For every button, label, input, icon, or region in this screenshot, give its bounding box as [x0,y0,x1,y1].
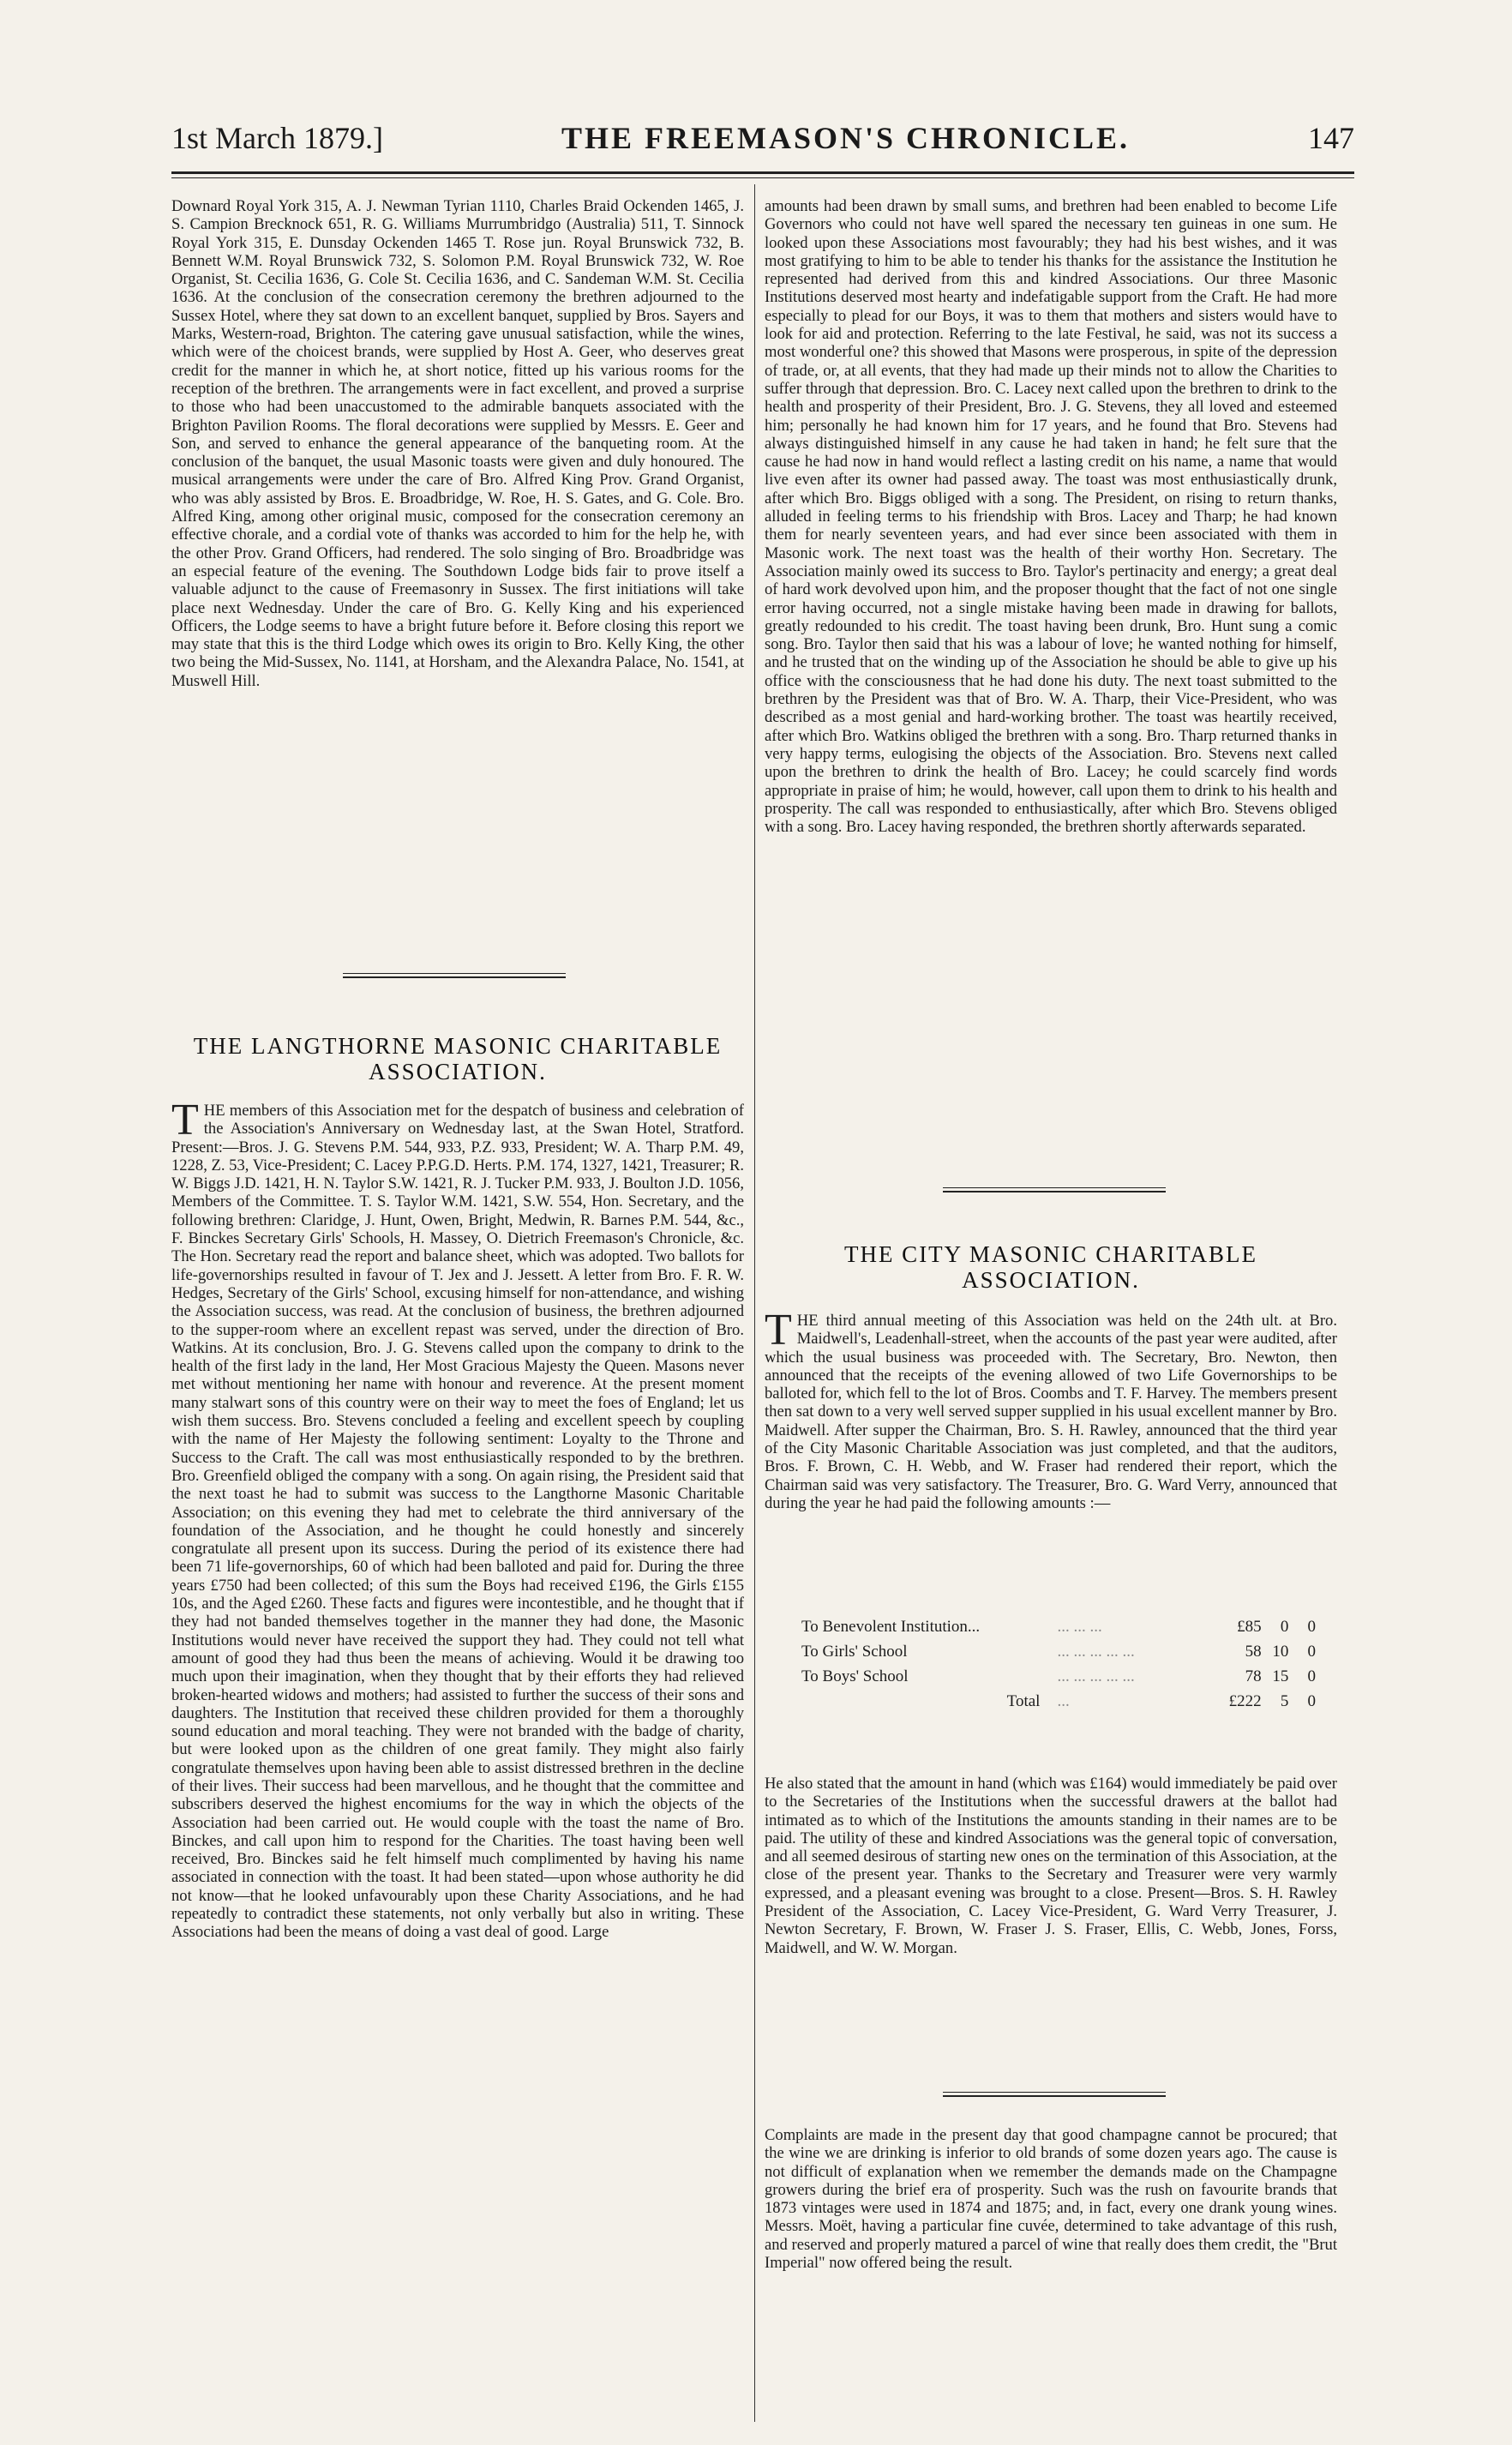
dropcap: T [171,1096,199,1144]
accounts-table-wrap [801,1614,1316,1714]
langthorne-heading-line2: ASSOCIATION. [369,1059,547,1084]
left-column-continuation [171,197,744,690]
accounts-table [801,1614,1316,1714]
account-shillings: 15 [1272,1667,1289,1685]
langthorne-heading [171,1033,744,1084]
city-heading [765,1241,1337,1293]
account-pounds: 78 [1245,1667,1262,1685]
account-pounds: £85 [1237,1617,1262,1636]
city-heading-line1: THE CITY MASONIC CHARITABLE [843,1241,1258,1267]
account-label: To Girls' School [801,1642,908,1661]
dropcap: T [765,1306,792,1355]
issue-date: 1st March 1879.] [171,121,383,155]
header-rule [171,171,1354,174]
account-label: To Boys' School [801,1667,909,1685]
page-number: 147 [1308,121,1354,155]
section-separator [343,973,566,978]
header-rule-thin [171,177,1354,178]
leader-dots: ... [1057,1691,1070,1710]
langthorne-article-text: HE members of this Association met for the despatch of business and celebration of the Association's Anniversary on Wednesday last, at the Swan Hotel, Stratford. Present:—Bros. J. G. Stevens P.M. 544, 933, P.Z. 933, President; W. A. Tharp P.M. 49, 1228, Z. 53, Vice-President; C. Lacey P.P.G.D. Herts. P.M. 174, 1327, 1421, Treasurer; R. W. Biggs J.D. 1421, H. N. Taylor S.W. 1421, R. J. Tucker P.M. 933, J. Boulton J.D. 1056, Members of the Committee. T. S. Taylor W.M. 1421, S.W. 554, Hon. Secretary, and the following brethren: Claridge, J. Hunt, Owen, Bright, Medwin, R. Barnes P.M. 544, &c., F. Binckes Secretary Girls' Schools, H. Massey, O. Dietrich Freemason's Chronicle, &c. The Hon. Secretary read the report and balance sheet, which was adopted. Two ballots for life-governorships resulted in favour of T. Jex and J. Jessett. A letter from Bro. F. R. W. Hedges, Secretary of the Girls' School, excusing himself for non-attendance, and wishing the Association success, was read. At the conclusion of business, the brethren adjourned to the supper-room where an excellent repast was served, under the direction of Bro. Watkins. At its conclusion, Bro. J. G. Stevens called upon the company to drink to the health of the first lady in the land, Her Most Gracious Majesty the Queen. Masons never met without mentioning her name with honour and reverence. At the present moment many stalwart sons of this country were on their way to meet the foes of England; let us wish them success. Bro. Stevens concluded a feeling and excellent speech by coupling with the name of Her Majesty the following sentiment: Loyalty to the Throne and Success to the Craft. The call was most enthusiastically responded to by the brethren. Bro. Greenfield obliged the company with a song. On again rising, the President said that the next toast he had to submit was success to the Langthorne Masonic Charitable Association; on this evening they had met to celebrate the third anniversary of the foundation of the Association, and he thought he could honestly and sincerely congratulate all present upon its success. During the period of its existence there had been 71 life-governorships, 60 of which had been balloted and paid for. During the three years £750 had been collected; of this sum the Boys had received £196, the Girls £155 10s, and the Aged £260. These facts and figures were incontestible, and he thought that if they had not banded themselves together in the manner they had done, the Masonic Institutions would never have received the support they had. They could not tell what amount of good they had thus been the means of achieving. Would it be drawing too much upon their imagination, when they thought that by their efforts they had relieved broken-hearted widows and mothers; had assisted to further the success of their sons and daughters. The Institution that received these children provided for them a thoroughly sound education and moral teaching. They were not branded with the badge of charity, but were looked upon as the children of one great family. They might also fairly congratulate themselves upon having been able to assist distressed brethren in the decline of their lives. Their success had been marvellous, and he thought that the committee and subscribers deserved the highest encomiums for the way in which the objects of the Association had been carried out. He would couple with the toast the name of Bro. Binckes, and call upon him to respond for the Charities. The toast having been well received, Bro. Binckes said he felt himself much complimented by having his name associated in connection with the toast. It had been stated—upon whose authority he did not know—that he looked unfavourably upon these Charity Associations, and he had repeatedly to contradict these statements, not only verbally but also in writing. These Associations had been the means of doing a vast deal of good. Large [171,1102,745,1942]
leader-dots: ... ... ... [1057,1617,1102,1636]
langthorne-article [171,1096,745,1942]
masthead-title: THE FREEMASON'S CHRONICLE. [561,121,1131,155]
right-column-continuation [765,197,1337,836]
leader-dots: ... ... ... ... ... [1057,1642,1135,1661]
city-article-text: HE third annual meeting of this Association was held on the 24th ult. at Bro. Maidwell's, Leadenhall-street, when the accounts of the past year were audited, after which the usual business was proceeded with. The Secretary, Bro. Newton, then announced that the receipts of the evening allowed of two Life Governorships to be balloted for, which fell to the lot of Bros. Coombs and T. F. Harvey. The members present then sat down to a very well served supper supplied in his usual excellent manner by Bro. Maidwell. After supper the Chairman, Bro. S. H. Rawley, announced that the third year of the City Masonic Charitable Association was just completed, and that the auditors, Bros. F. Brown, C. H. Webb, and W. Fraser had rendered their report, which the Chairman said was very satisfactory. The Treasurer, Bro. G. Ward Verry, announced that during the year he had paid the following amounts :— [765,1312,1337,1512]
page-header [171,120,1354,171]
account-pence: 0 [1307,1642,1316,1661]
account-shillings: 10 [1272,1642,1289,1661]
account-label: To Benevolent Institution... [801,1617,981,1636]
account-pence: 0 [1307,1667,1316,1685]
column-divider [754,184,755,2422]
total-shillings: 5 [1280,1691,1289,1710]
section-separator [943,1187,1166,1192]
account-row [801,1614,1316,1639]
southdown-lodge-text: Downard Royal York 315, A. J. Newman Tyrian 1110, Charles Braid Ockenden 1465, J. S. Campion Brecknock 651, R. G. Williams Murrumbridgo (Australia) 511, T. Sinnock Royal York 315, E. Dunsday Ockenden 1465 T. Rose jun. Royal Brunswick 732, B. Bennett W.M. Royal Brunswick 732, S. Solomon P.M. Royal Brunswick 732, W. Roe Organist, St. Cecilia 1636, G. Cole St. Cecilia 1636, and C. Sandeman W.M. St. Cecilia 1636. At the conclusion of the consecration ceremony the brethren adjourned to the Sussex Hotel, where they sat down to an excellent banquet, supplied by Bros. Sayers and Marks, Western-road, Brighton. The catering gave unusual satisfaction, while the wines, which were of the choicest brands, were supplied by Host A. Geer, who deserves great credit for the manner in which he, at short notice, fitted up his various rooms for the reception of the brethren. The arrangements were in fact excellent, and proved a surprise to those who had been unaccustomed to the admirable banquets associated with the Brighton Pavilion Rooms. The floral decorations were supplied by Messrs. E. Geer and Son, and served to enhance the general appearance of the banqueting room. At the conclusion of the banquet, the usual Masonic toasts were given and duly honoured. The musical arrangements were under the care of Bro. Alfred King Prov. Grand Organist, who was ably assisted by Bros. E. Broadbridge, W. Roe, H. S. Gates, and G. Cole. Bro. Alfred King, among other original music, composed for the consecration ceremony an effective chorale, and a cordial vote of thanks was accorded to him for the help he, with the other Prov. Grand Officers, had rendered. The solo singing of Bro. Broadbridge was an especial feature of the evening. The Southdown Lodge bids fair to prove itself a valuable adjunct to the cause of Freemasonry in Sussex. The first initiations will take place next Wednesday. Under the care of Bro. G. Kelly King and his experienced Officers, the Lodge seems to have a bright future before it. Before closing this report we may state that this is the third Lodge which owes its origin to Bro. Kelly King, the other two being the Mid-Sussex, No. 1141, at Horsham, and the Alexandra Palace, No. 1541, at Muswell Hill. [171,197,744,690]
account-row [801,1664,1316,1689]
total-pounds: £222 [1228,1691,1262,1710]
champagne-paragraph [765,2126,1337,2272]
section-separator [943,2092,1166,2097]
account-total-row [801,1689,1316,1714]
account-pence: 0 [1307,1617,1316,1636]
city-article [765,1306,1337,1512]
city-heading-line2: ASSOCIATION. [962,1267,1140,1293]
leader-dots: ... ... ... ... ... [1057,1667,1135,1685]
city-article-closing [765,1775,1337,1957]
city-closing-text: He also stated that the amount in hand (which was £164) would immediately be paid over to the Secretaries of the Institutions when the successful drawers at the ballot had intimated as to which of the Institutions the amounts standing in their names are to be paid. The utility of these and kindred Associations was the general topic of conversation, and all seemed desirous of starting new ones on the termination of this Association, at the close of the present year. Thanks to the Secretary and Treasurer were very warmly expressed, and a pleasant evening was brought to a close. Present—Bros. S. H. Rawley President of the Association, C. Lacey Vice-President, G. Ward Verry Treasurer, J. Newton Secretary, F. Brown, W. Fraser J. S. Fraser, Ellis, C. Webb, Jones, Forss, Maidwell, and W. W. Morgan. [765,1775,1337,1957]
account-row [801,1639,1316,1664]
total-pence: 0 [1307,1691,1316,1710]
langthorne-heading-line1: THE LANGTHORNE MASONIC CHARITABLE [193,1033,723,1059]
account-shillings: 0 [1280,1617,1289,1636]
total-label: Total [1006,1691,1041,1710]
account-pounds: 58 [1245,1642,1262,1661]
champagne-text: Complaints are made in the present day that good champagne cannot be procured; that the wine we are drinking is inferior to old brands of some dozen years ago. The cause is not difficult of explanation when we remember the demands made on the Champagne growers during the brief era of prosperity. Such was the rush on favourite brands that 1873 vintages were used in 1874 and 1875; and, in fact, every one drank young wines. Messrs. Moët, having a particular fine cuvée, determined to take advantage of this rush, and reserved and properly matured a parcel of wine that really does them credit, the "Brut Imperial" now offered being the result. [765,2126,1337,2273]
langthorne-continuation-text: amounts had been drawn by small sums, and brethren had been enabled to become Life Governors who could not have well spared the necessary ten guineas in one sum. He looked upon these Associations most favourably; they had his best wishes, and it was most gratifying to him to be able to tender his thanks for the assistance the Institution he represented had derived from this and kindred Associations. Our three Masonic Institutions deserved most hearty and indefatigable support from the Craft. He had more especially to plead for our Boys, it was to them that mothers and sisters would have to look for aid and protection. Referring to the late Festival, he said, was not its success a most wonderful one? this showed that Masons were prosperous, in spite of the depression of trade, or, at all events, that they had made up their minds not to allow the Charities to suffer through that depression. Bro. C. Lacey next called upon the brethren to drink to the health and prosperity of their President, Bro. J. G. Stevens, they all loved and esteemed him; personally he had known him for 17 years, and he found that Bro. Stevens had always distinguished himself in any cause he had taken in hand; he felt sure that the cause he had now in hand would reflect a lasting credit on his name, a name that would live even after its owner had passed away. The toast was most enthusiastically drunk, after which Bro. Biggs obliged with a song. The President, on rising to return thanks, alluded in feeling terms to his friendship with Bros. Lacey and Tharp; he had known them for nearly seventeen years, and had ever since been associated with them in Masonic work. The next toast was the health of their worthy Hon. Secretary. The Association mainly owed its success to Bro. Taylor's pertinacity and energy; a great deal of hard work devolved upon him, and the proposer thought that the fact of not one single error having occurred, not a single mistake having been made in drawing for ballots, greatly redounded to his credit. The toast having been drunk, Bro. Hunt sung a comic song. Bro. Taylor then said that his was a labour of love; he wanted nothing for himself, and he trusted that on the winding up of the Association he should be able to give up his office with the consciousness that he had done his duty. The next toast submitted to the brethren by the President was that of Bro. W. A. Tharp, their Vice-President, who was described as a most genial and hard-working brother. The toast was heartily received, after which Bro. Watkins obliged the brethren with a song. Bro. Tharp returned thanks in very happy terms, eulogising the objects of the Association. Bro. Stevens next called upon the brethren to drink the health of Bro. Lacey; he could scarcely find words appropriate in praise of him; he would, however, call upon them to drink to his health and prosperity. The call was responded to enthusiastically, after which Bro. Stevens obliged with a song. Bro. Lacey having responded, the brethren shortly afterwards separated. [765,197,1337,837]
